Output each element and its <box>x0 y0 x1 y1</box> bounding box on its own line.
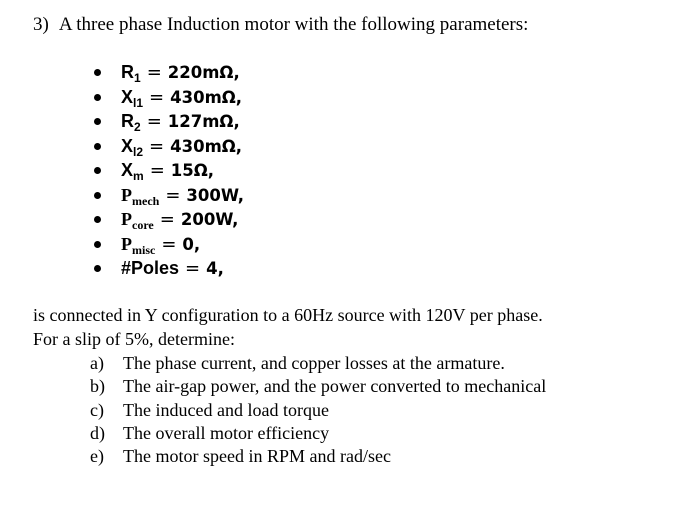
condition-line-2: For a slip of 5%, determine: <box>33 329 235 349</box>
parameter-subscript: core <box>132 218 154 232</box>
parameter-subscript: mech <box>132 193 160 208</box>
parameter-subscript: l2 <box>133 144 144 159</box>
bullet-icon <box>94 143 101 150</box>
question-text: The overall motor efficiency <box>123 422 330 443</box>
parameter-symbol: P <box>121 233 132 254</box>
parameter-value: 127mΩ, <box>167 112 240 131</box>
parameter-symbol: P <box>121 209 132 229</box>
parameter-symbol: X <box>121 135 134 156</box>
parameter-symbol: P <box>121 184 132 205</box>
bullet-icon <box>94 265 101 272</box>
question-text: The phase current, and copper losses at the armature. <box>123 353 505 373</box>
question-item <box>90 352 546 375</box>
parameter-value: 200W, <box>180 210 239 229</box>
bullet-icon <box>94 118 101 125</box>
parameter-value: 220mΩ, <box>167 63 240 82</box>
parameter-value: 430mΩ, <box>170 87 243 107</box>
bullet-icon <box>94 167 101 174</box>
parameter-value: 430mΩ, <box>170 136 243 156</box>
bullet-icon <box>94 241 101 248</box>
parameter-subscript: 1 <box>134 71 141 85</box>
question-label: a) <box>90 353 104 373</box>
parameter-subscript: misc <box>132 242 156 257</box>
question-item <box>90 422 546 445</box>
bullet-icon <box>94 192 101 199</box>
problem-heading <box>33 14 528 36</box>
parameter-subscript: 2 <box>134 120 141 134</box>
bullet-icon <box>94 69 101 76</box>
question-item <box>90 445 546 468</box>
question-text: The motor speed in RPM and rad/sec <box>123 446 391 467</box>
parameter-value: 0, <box>182 234 201 254</box>
parameter-value: 300W, <box>186 185 244 205</box>
parameter-symbol: X <box>121 160 134 180</box>
question-list <box>90 352 546 468</box>
question-label: c) <box>90 399 104 420</box>
bullet-icon <box>94 216 101 223</box>
parameter-symbol: X <box>121 86 134 107</box>
parameter-symbol: #Poles <box>121 258 180 278</box>
question-item <box>90 399 546 422</box>
question-text: The air-gap power, and the power converted to mechanical <box>123 376 547 397</box>
problem-number: 3) <box>33 14 49 35</box>
question-label: e) <box>90 446 104 467</box>
bullet-icon <box>94 94 101 101</box>
parameter-value: 15Ω, <box>170 161 215 180</box>
question-label: d) <box>90 422 105 443</box>
question-text: The induced and load torque <box>123 399 329 420</box>
question-item <box>90 375 546 398</box>
parameter-subscript: m <box>133 169 144 183</box>
parameter-symbol: R <box>121 62 134 82</box>
question-label: b) <box>90 376 105 397</box>
parameter-subscript: l1 <box>133 95 144 110</box>
condition-line-1: is connected in Y configuration to a 60Hz source with 120V per phase. <box>33 305 543 325</box>
problem-intro: A three phase Induction motor with the following parameters: <box>58 14 529 35</box>
parameter-symbol: R <box>121 111 134 131</box>
parameter-value: 4, <box>206 259 224 278</box>
